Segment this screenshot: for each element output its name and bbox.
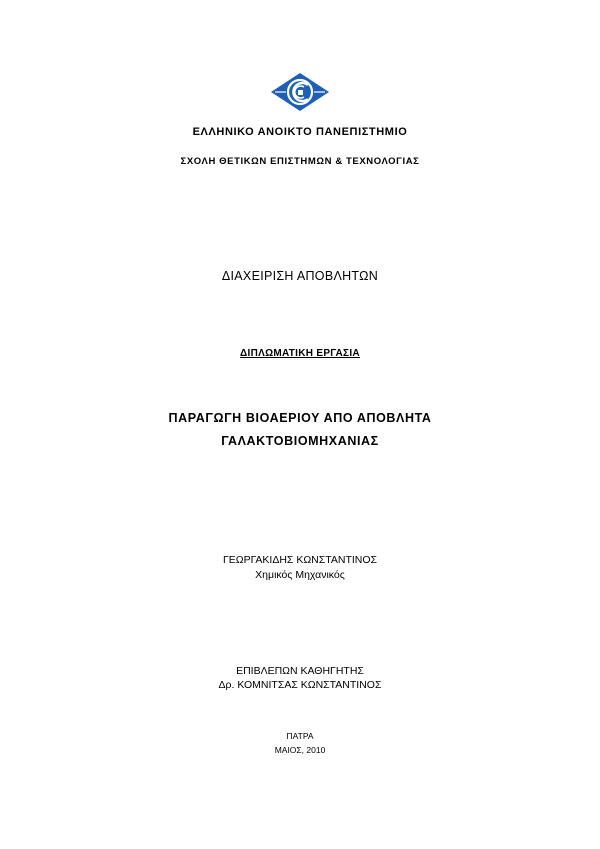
- thesis-type-heading: ΔΙΠΛΩΜΑΤΙΚΗ ΕΡΓΑΣΙΑ: [240, 348, 360, 359]
- date: ΜΑΙΟΣ, 2010: [274, 745, 326, 755]
- university-name: ΕΛΛΗΝΙΚΟ ΑΝΟΙΚΤΟ ΠΑΝΕΠΙΣΤΗΜΙΟ: [192, 126, 408, 138]
- supervisor-label: ΕΠΙΒΛΕΠΩΝ ΚΑΘΗΓΗΤΗΣ: [236, 665, 364, 677]
- thesis-title-line-2: ΓΑΛΑΚΤΟΒΙΟΜΗΧΑΝΙΑΣ: [221, 434, 379, 448]
- school-name: ΣΧΟΛΗ ΘΕΤΙΚΩΝ ΕΠΙΣΤΗΜΩΝ & ΤΕΧΝΟΛΟΓΙΑΣ: [180, 156, 420, 167]
- city: ΠΑΤΡΑ: [286, 731, 314, 741]
- thesis-title-line-1: ΠΑΡΑΓΩΓΗ ΒΙΟΑΕΡΙΟΥ ΑΠΟ ΑΠΟΒΛΗΤΑ: [168, 411, 432, 425]
- author-name: ΓΕΩΡΓΑΚΙΔΗΣ ΚΩΝΣΤΑΝΤΙΝΟΣ: [222, 554, 378, 566]
- program-name: ΔΙΑΧΕΙΡΙΣΗ ΑΠΟΒΛΗΤΩΝ: [221, 269, 379, 283]
- supervisor-name: Δρ. ΚΟΜΝΙΤΣΑΣ ΚΩΝΣΤΑΝΤΙΝΟΣ: [218, 679, 382, 691]
- university-logo-icon: [270, 72, 330, 112]
- author-role: Χημικός Μηχανικός: [255, 569, 345, 581]
